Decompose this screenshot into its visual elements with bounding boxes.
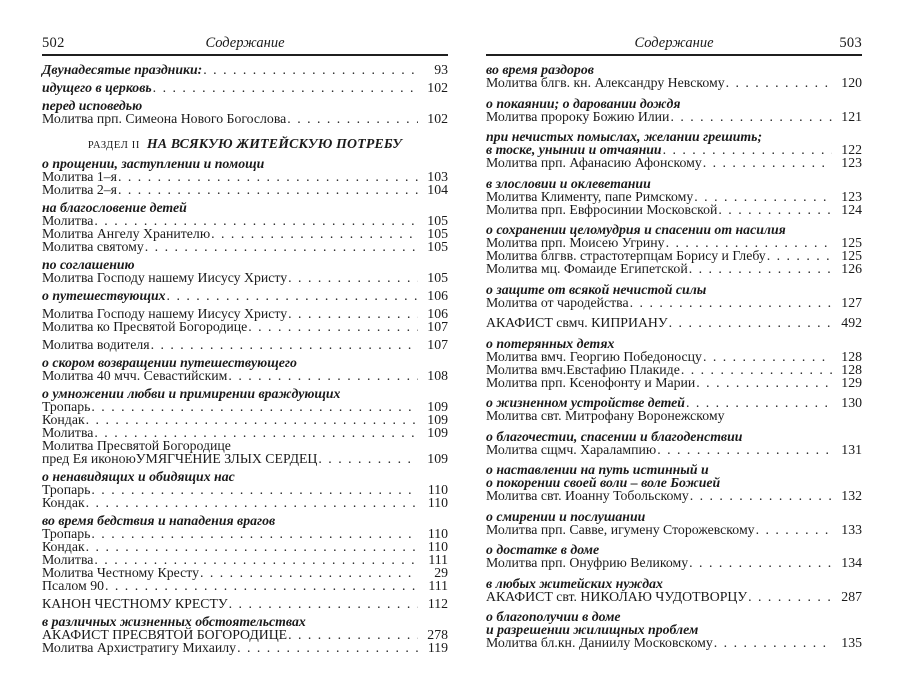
- entry-title: Молитва свт. Иоанну Тобольскому: [486, 488, 689, 503]
- entry-title: Молитва святому: [42, 239, 144, 254]
- toc-subheading: [42, 289, 448, 302]
- dot-leader: [288, 307, 418, 320]
- entry-page-number: 104: [427, 182, 448, 197]
- dot-leader: [91, 400, 418, 413]
- entry-page-number: 109: [427, 451, 448, 466]
- entry-title: Молитва Честному Кресту: [42, 565, 199, 580]
- entry-title: Молитва ко Пресвятой Богородице: [42, 319, 248, 334]
- entry-title: АКАФИСТ ПРЕСВЯТОЙ БОГОРОДИЦЕ: [42, 627, 288, 642]
- dot-leader: [689, 556, 832, 569]
- toc-subheading: [42, 63, 448, 76]
- entry-title: и разрешении жилищных проблем: [486, 622, 699, 637]
- entry-page-number: 105: [427, 213, 448, 228]
- entry-title: о потерянных детях: [486, 335, 615, 351]
- toc-subheading: [486, 177, 862, 190]
- dot-leader: [91, 527, 418, 540]
- entry-page-number: 131: [841, 441, 862, 457]
- entry-title: о покаянии; о даровании дождя: [486, 95, 681, 111]
- entry-title: Молитва прп. Симеона Нового Богослова: [42, 111, 287, 126]
- entry-title: Молитва прп. Афанасию Афонскому: [486, 155, 702, 170]
- entry-title: Молитва 2–я: [42, 182, 117, 197]
- entry-title: Молитва мц. Фомаиде Египетской: [486, 261, 688, 276]
- entry-title: Молитва сщмч. Харалампию: [486, 441, 657, 457]
- entry-title: о защите от всякой нечистой силы: [486, 281, 707, 297]
- entry-title: о смирении и послушании: [486, 508, 646, 524]
- entry-page-number: 102: [427, 111, 448, 126]
- entry-page-number: 93: [434, 62, 448, 77]
- entry-title: Молитва Господу нашему Иисусу Христу: [42, 270, 288, 285]
- dot-leader: [237, 641, 418, 654]
- page-number: 503: [839, 35, 862, 51]
- entry-page-number: 126: [841, 261, 862, 276]
- entry-title: о умножении любви и примирении враждующих: [42, 386, 341, 401]
- dot-leader: [211, 227, 418, 240]
- entry-title: о наставлении на путь истинный и: [486, 462, 709, 477]
- entry-page-number: 125: [841, 248, 862, 263]
- toc-entry: [42, 320, 448, 333]
- entry-title: Молитва Ангелу Хранителю: [42, 226, 211, 241]
- dot-leader: [703, 156, 832, 169]
- toc-entry: [42, 183, 448, 196]
- entry-page-number: 123: [841, 155, 862, 170]
- dot-leader: [229, 597, 418, 610]
- toc-entry: [486, 489, 862, 502]
- toc-entry: [486, 376, 862, 389]
- dot-leader: [714, 636, 832, 649]
- toc-entry: [42, 452, 448, 465]
- dot-leader: [151, 338, 418, 351]
- entry-title: Молитва бл.кн. Даниилу Московскому: [486, 635, 713, 650]
- entry-page-number: 119: [427, 640, 448, 655]
- dot-leader: [288, 271, 418, 284]
- entry-page-number: 132: [841, 488, 862, 503]
- toc-entry: [486, 296, 862, 309]
- entry-page-number: 110: [427, 495, 448, 510]
- dot-leader: [118, 183, 418, 196]
- toc-entry: [486, 203, 862, 216]
- entry-title: Двунадесятые праздники:: [42, 62, 203, 77]
- dot-leader: [630, 296, 832, 309]
- entry-title: во время раздоров: [486, 62, 594, 77]
- entry-page-number: 103: [427, 169, 448, 184]
- entry-title: перед исповедью: [42, 98, 143, 113]
- entry-title: Молитва Архистратигу Михаилу: [42, 640, 237, 655]
- toc-entries-left: [42, 56, 448, 654]
- entry-page-number: 112: [427, 596, 448, 611]
- entry-page-number: 128: [841, 348, 862, 364]
- toc-entry: [486, 523, 862, 536]
- section-label: РАЗДЕЛ II: [87, 140, 140, 151]
- entry-title: Молитва вмч.Евстафию Плакиде: [486, 361, 680, 377]
- entry-title: Молитва прп. Евфросинии Московской: [486, 201, 718, 217]
- dot-leader: [200, 566, 418, 579]
- entry-title: Молитва вмч. Георгию Победоносцу: [486, 348, 702, 364]
- entry-page-number: 129: [841, 374, 862, 390]
- dot-leader: [248, 320, 418, 333]
- entry-title: по соглашению: [42, 257, 135, 272]
- dot-leader: [694, 190, 832, 203]
- entry-title: Молитва водителя: [42, 337, 150, 352]
- entry-page-number: 125: [841, 235, 862, 250]
- toc-entry: [486, 76, 862, 89]
- entry-title: Молитва прп. Савве, игумену Сторожевскому: [486, 521, 755, 537]
- entry-title: в тоске, унынии и отчаянии: [486, 142, 662, 157]
- entry-title: на благословение детей: [42, 200, 187, 215]
- entry-title: АКАФИСТ свмч. КИПРИАНУ: [486, 315, 668, 330]
- dot-leader: [696, 376, 832, 389]
- toc-entry: [42, 338, 448, 351]
- entry-title: о прощении, заступлении и помощи: [42, 156, 265, 171]
- toc-subheading: [486, 97, 862, 110]
- toc-section-heading: [42, 137, 448, 152]
- dot-leader: [86, 413, 418, 426]
- toc-subheading: [42, 470, 448, 483]
- entry-title: Тропарь: [42, 482, 91, 497]
- entry-title: Молитва свт. Митрофану Воронежскому: [486, 408, 725, 423]
- entry-title: Кондак: [42, 495, 85, 510]
- toc-subheading: [486, 430, 862, 443]
- entry-title: Молитва Господу нашему Иисусу Христу: [42, 306, 288, 321]
- dot-leader: [153, 81, 418, 94]
- entry-title: о сохранении целомудрия и спасении от насилия: [486, 222, 786, 237]
- entry-title: Молитва Клименту, папе Римскому: [486, 188, 694, 204]
- dot-leader: [145, 240, 418, 253]
- entry-title: Молитва прп. Моисею Угрину: [486, 235, 665, 250]
- toc-subheading: [42, 81, 448, 94]
- entry-page-number: 123: [841, 188, 862, 204]
- entry-title: Молитва пророку Божию Илии: [486, 108, 670, 124]
- toc-entry: [486, 556, 862, 569]
- entry-title: во время бедствия и нападения врагов: [42, 513, 276, 528]
- toc-subheading: [486, 577, 862, 590]
- page-number: 502: [42, 35, 65, 51]
- dot-leader: [670, 110, 832, 123]
- toc-entry: [42, 400, 448, 413]
- entry-title: о жизненном устройстве детей: [486, 395, 685, 410]
- entry-page-number: 105: [427, 270, 448, 285]
- entry-title: идущего в церковь: [42, 80, 152, 95]
- dot-leader: [703, 350, 832, 363]
- entry-page-number: 108: [427, 368, 448, 383]
- page-503: [486, 36, 862, 649]
- dot-leader: [657, 443, 832, 456]
- entry-page-number: 109: [427, 412, 448, 427]
- toc-subheading: [42, 387, 448, 400]
- toc-entry: [486, 190, 862, 203]
- toc-subheading: [42, 514, 448, 527]
- toc-entry: [486, 590, 862, 603]
- entry-page-number: 109: [427, 399, 448, 414]
- entry-title: о путешествующих: [42, 288, 166, 303]
- toc-entry: [42, 641, 448, 654]
- entry-title: Молитва Пресвятой Богородице: [42, 438, 231, 453]
- page-502: [42, 36, 448, 654]
- entry-page-number: 111: [428, 578, 448, 593]
- dot-leader: [669, 316, 832, 329]
- entry-page-number: 121: [841, 108, 862, 124]
- toc-entry: [486, 156, 862, 169]
- entry-page-number: 110: [427, 526, 448, 541]
- entry-title: НА ВСЯКУЮ ЖИТЕЙСКУЮ ПОТРЕБУ: [146, 136, 403, 151]
- entry-title: АКАФИСТ свт. НИКОЛАЮ ЧУДОТВОРЦУ: [486, 588, 748, 604]
- page-header-left: [42, 36, 448, 56]
- toc-entry: [42, 483, 448, 496]
- toc-entry: [42, 540, 448, 553]
- dot-leader: [726, 76, 832, 89]
- toc-entry: [42, 496, 448, 509]
- dot-leader: [748, 590, 832, 603]
- dot-leader: [767, 249, 832, 262]
- entry-title: Молитва: [42, 213, 94, 228]
- entry-title: Молитва прп. Онуфрию Великому: [486, 555, 689, 570]
- toc-entry: [42, 579, 448, 592]
- toc-entry: [42, 527, 448, 540]
- toc-entry: [486, 636, 862, 649]
- entry-page-number: 29: [434, 565, 448, 580]
- entry-page-number: 105: [427, 226, 448, 241]
- entry-page-number: 133: [841, 521, 862, 537]
- entry-page-number: 130: [841, 395, 862, 410]
- entry-title: при нечистых помыслах, желании грешить;: [486, 129, 763, 144]
- entry-title: Молитва: [42, 425, 94, 440]
- entry-page-number: 134: [841, 555, 862, 570]
- entry-page-number: 492: [841, 315, 862, 330]
- entry-page-number: 122: [841, 142, 862, 157]
- running-title: Содержание: [634, 35, 714, 51]
- toc-entries-right: [486, 56, 862, 649]
- dot-leader: [105, 579, 418, 592]
- entry-page-number: 127: [841, 294, 862, 310]
- dot-leader: [228, 369, 418, 382]
- toc-entry: [486, 443, 862, 456]
- dot-leader: [718, 203, 832, 216]
- dot-leader: [91, 483, 418, 496]
- toc-entry: [42, 413, 448, 426]
- running-title: Содержание: [205, 35, 285, 51]
- toc-entry: [42, 597, 448, 610]
- toc-entry: [486, 409, 862, 422]
- dot-leader: [681, 363, 832, 376]
- dot-leader: [690, 489, 832, 502]
- entry-title: в злословии и оклеветании: [486, 175, 651, 191]
- entry-page-number: 278: [427, 627, 448, 642]
- entry-title: о благополучии в доме: [486, 609, 621, 624]
- entry-page-number: 120: [841, 75, 862, 90]
- entry-page-number: 105: [427, 239, 448, 254]
- dot-leader: [203, 63, 418, 76]
- entry-page-number: 124: [841, 201, 862, 217]
- toc-subheading: [486, 283, 862, 296]
- entry-title: Псалом 90: [42, 578, 104, 593]
- toc-entry: [486, 262, 862, 275]
- entry-title: Кондак: [42, 412, 85, 427]
- toc-entry: [42, 369, 448, 382]
- entry-title: о благочестии, спасении и благоденствии: [486, 428, 743, 444]
- entry-title: о ненавидящих и обидящих нас: [42, 469, 235, 484]
- toc-subheading: [486, 510, 862, 523]
- entry-title: в различных жизненных обстоятельствах: [42, 614, 306, 629]
- entry-title: о достатке в доме: [486, 542, 600, 557]
- toc-entry: [486, 316, 862, 329]
- dot-leader: [118, 170, 418, 183]
- dot-leader: [756, 523, 832, 536]
- toc-entry: [486, 110, 862, 123]
- dot-leader: [288, 628, 418, 641]
- entry-title: КАНОН ЧЕСТНОМУ КРЕСТУ: [42, 596, 228, 611]
- entry-title: о покорении своей воли – воле Божией: [486, 475, 721, 490]
- toc-subheading: [42, 201, 448, 214]
- entry-title: в любых житейских нуждах: [486, 575, 663, 591]
- dot-leader: [689, 262, 832, 275]
- dot-leader: [318, 452, 418, 465]
- entry-page-number: 107: [427, 337, 448, 352]
- entry-title: Кондак: [42, 539, 85, 554]
- toc-entry: [42, 240, 448, 253]
- toc-entry: [486, 363, 862, 376]
- entry-title: о скором возвращении путешествующего: [42, 355, 297, 370]
- entry-page-number: 135: [841, 635, 862, 650]
- toc-entry: [486, 350, 862, 363]
- page-header-right: [486, 36, 862, 56]
- entry-page-number: 107: [427, 319, 448, 334]
- dot-leader: [167, 289, 418, 302]
- entry-page-number: 128: [841, 361, 862, 377]
- entry-page-number: 102: [427, 80, 448, 95]
- entry-page-number: 106: [427, 288, 448, 303]
- entry-page-number: 110: [427, 539, 448, 554]
- dot-leader: [287, 112, 418, 125]
- entry-title: Тропарь: [42, 526, 91, 541]
- entry-page-number: 110: [427, 482, 448, 497]
- entry-title: Молитва 40 мчч. Севастийским: [42, 368, 228, 383]
- entry-title: Тропарь: [42, 399, 91, 414]
- toc-entry: [42, 271, 448, 284]
- toc-subheading: [486, 337, 862, 350]
- dot-leader: [86, 540, 418, 553]
- entry-page-number: 109: [427, 425, 448, 440]
- entry-page-number: 111: [428, 552, 448, 567]
- entry-title: Молитва прп. Ксенофонту и Марии: [486, 374, 696, 390]
- entry-title: Молитва 1–я: [42, 169, 117, 184]
- entry-title: Молитва: [42, 552, 94, 567]
- entry-title: Молитва блгвв. страстотерпцам Борису и Глебу: [486, 248, 766, 263]
- entry-title: Молитва блгв. кн. Александру Невскому: [486, 75, 725, 90]
- dot-leader: [86, 496, 418, 509]
- entry-title: пред Ея иконоюУМЯГЧЕНИЕ ЗЛЫХ СЕРДЕЦ: [42, 451, 318, 466]
- entry-page-number: 287: [841, 588, 862, 604]
- entry-title: Молитва от чародейства: [486, 294, 629, 310]
- toc-entry: [42, 112, 448, 125]
- entry-page-number: 106: [427, 306, 448, 321]
